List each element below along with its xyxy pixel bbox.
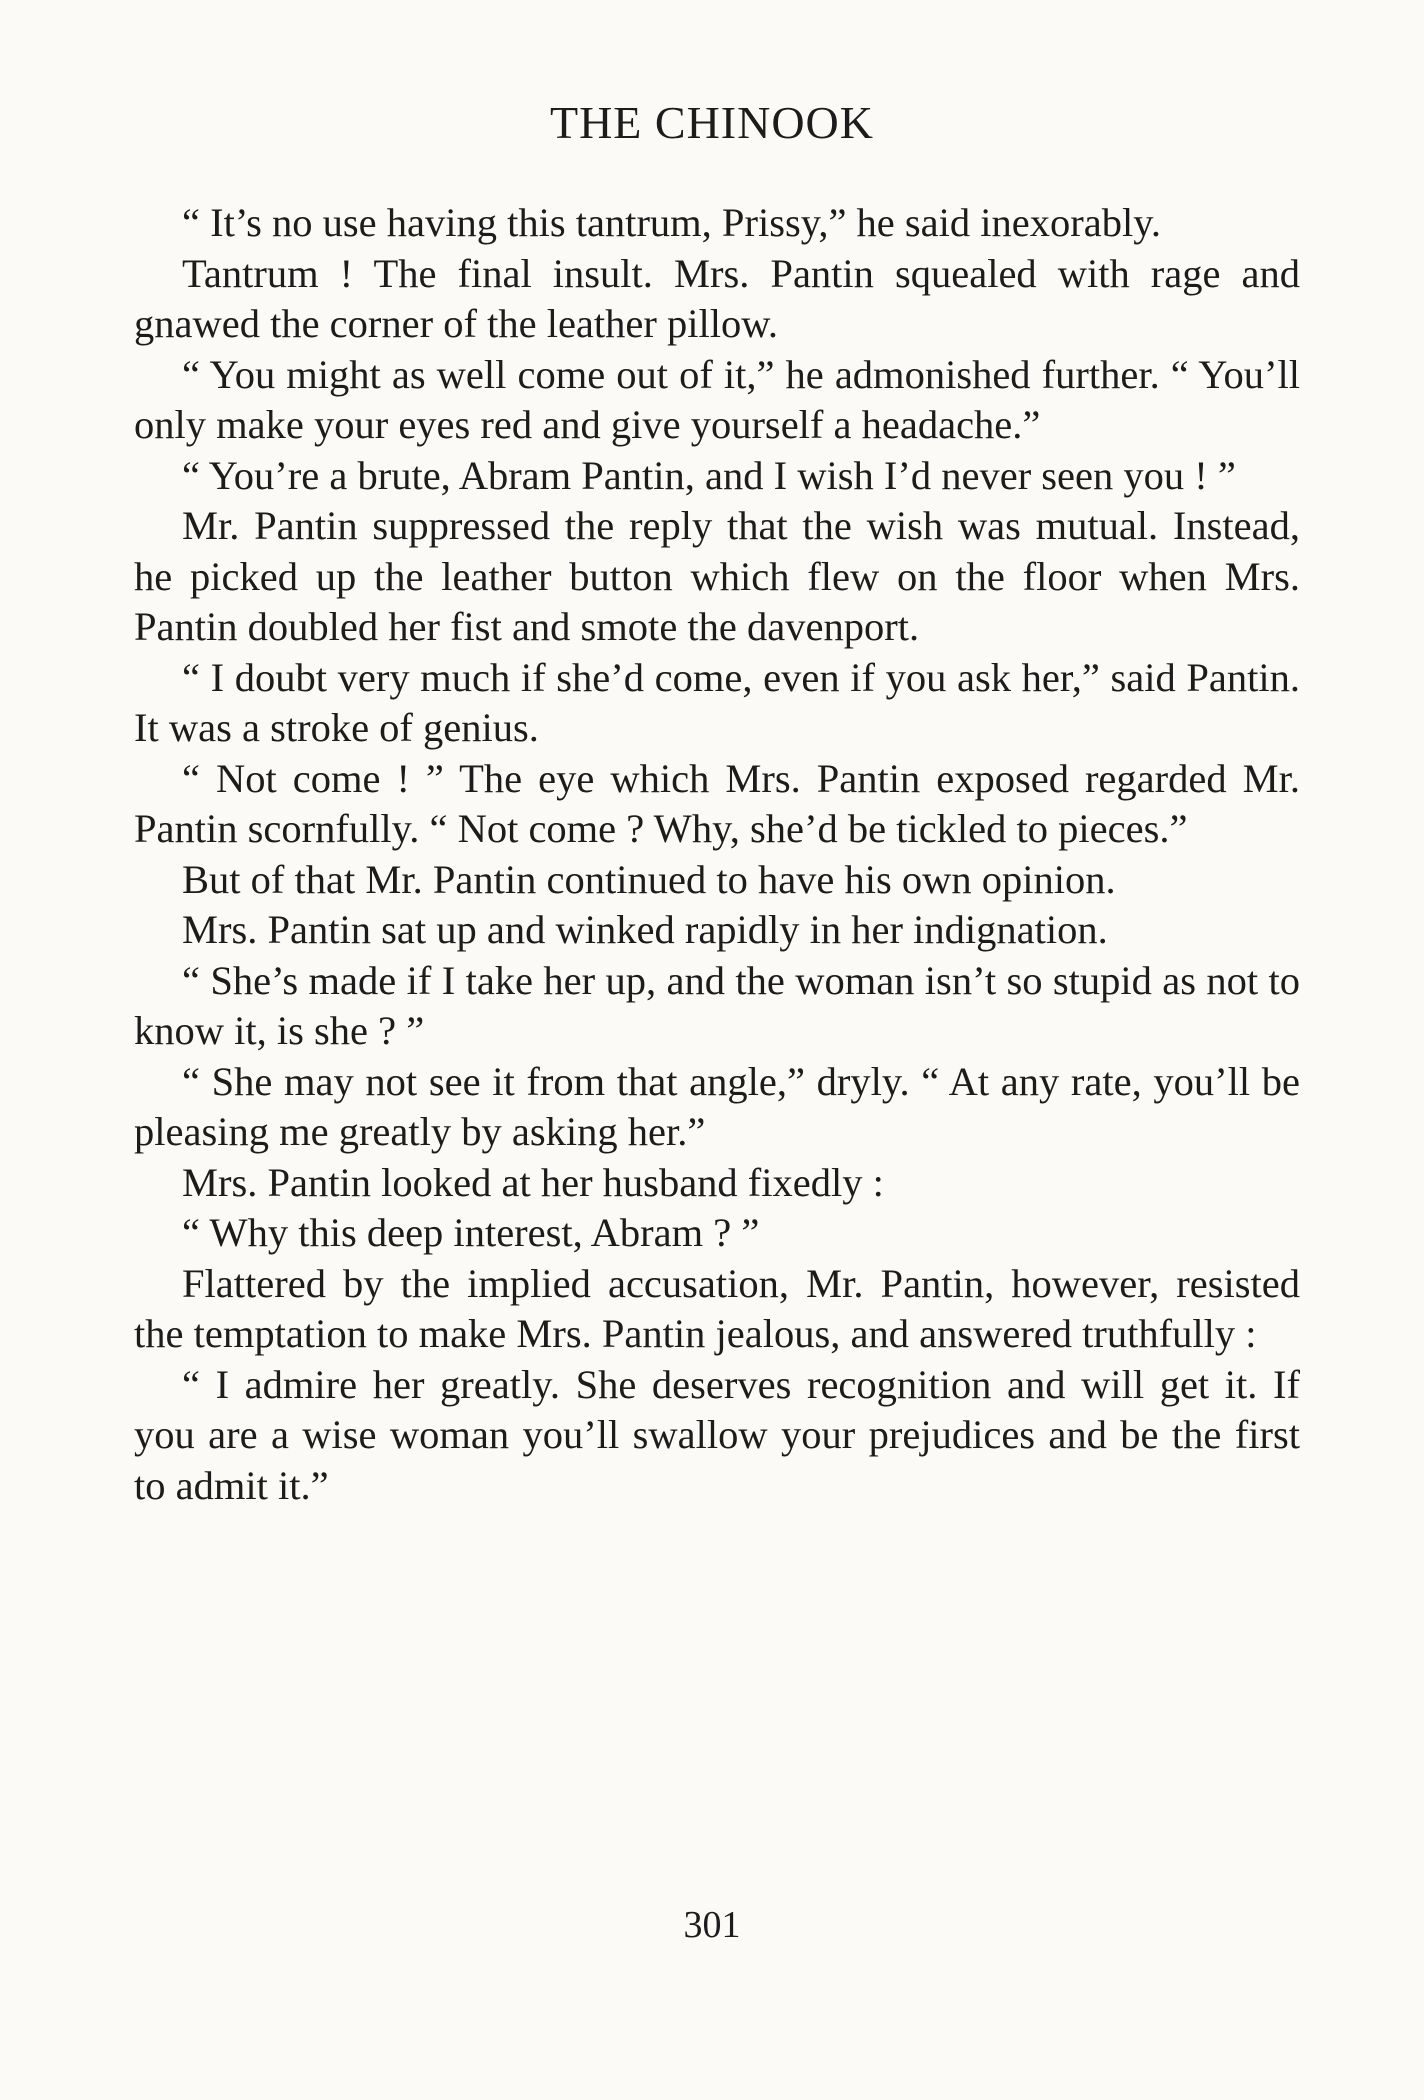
paragraph: But of that Mr. Pantin continued to have his own opinion. [182, 856, 1116, 902]
paragraph: “ She’s made if I take her up, and the woman isn’t so stupid as not to know it, is she ? ” [134, 957, 1300, 1053]
paragraph: “ Why this deep interest, Abram ? ” [182, 1210, 760, 1255]
paragraph: “ Not come ! ” The eye which Mrs. Pantin exposed regarded Mr. Pantin scornfully. “ Not come ? Why, she’d be tickled to pieces.” [134, 755, 1300, 851]
paragraph: Mr. Pantin suppressed the reply that the wish was mutual. Instead, he picked up the leather button which flew on the floor when Mrs. Pantin doubled her fist and smote the davenport. [134, 503, 1300, 649]
paragraph: Mrs. Pantin looked at her husband fixedly : [182, 1159, 884, 1205]
paragraph: “ It’s no use having this tantrum, Prissy,” he said inexorably. [182, 200, 1161, 245]
paragraph: Flattered by the implied accusation, Mr. Pantin, however, resisted the temptation to make Mrs. Pantin jealous, and answered truthfully : [134, 1260, 1300, 1356]
paragraph: “ I doubt very much if she’d come, even if you ask her,” said Pantin. It was a stroke of genius. [134, 654, 1300, 750]
paragraph: Tantrum ! The final insult. Mrs. Pantin squealed with rage and gnawed the corner of the leather pillow. [134, 250, 1300, 346]
page-number: 301 [683, 1904, 741, 1946]
body-text [134, 198, 1300, 1511]
paragraph: “ You’re a brute, Abram Pantin, and I wish I’d never seen you ! ” [182, 452, 1236, 498]
paragraph: Mrs. Pantin sat up and winked rapidly in her indignation. [182, 907, 1108, 952]
running-title: THE CHINOOK [549, 97, 874, 148]
paragraph: “ She may not see it from that angle,” dryly. “ At any rate, you’ll be pleasing me greatly by asking her.” [134, 1058, 1300, 1154]
paragraph: “ I admire her greatly. She deserves recognition and will get it. If you are a wise woman you’ll swallow your prejudices and be the first to admit it.” [134, 1361, 1300, 1508]
paragraph: “ You might as well come out of it,” he admonished further. “ You’ll only make your eyes red and give yourself a headache.” [134, 351, 1300, 447]
